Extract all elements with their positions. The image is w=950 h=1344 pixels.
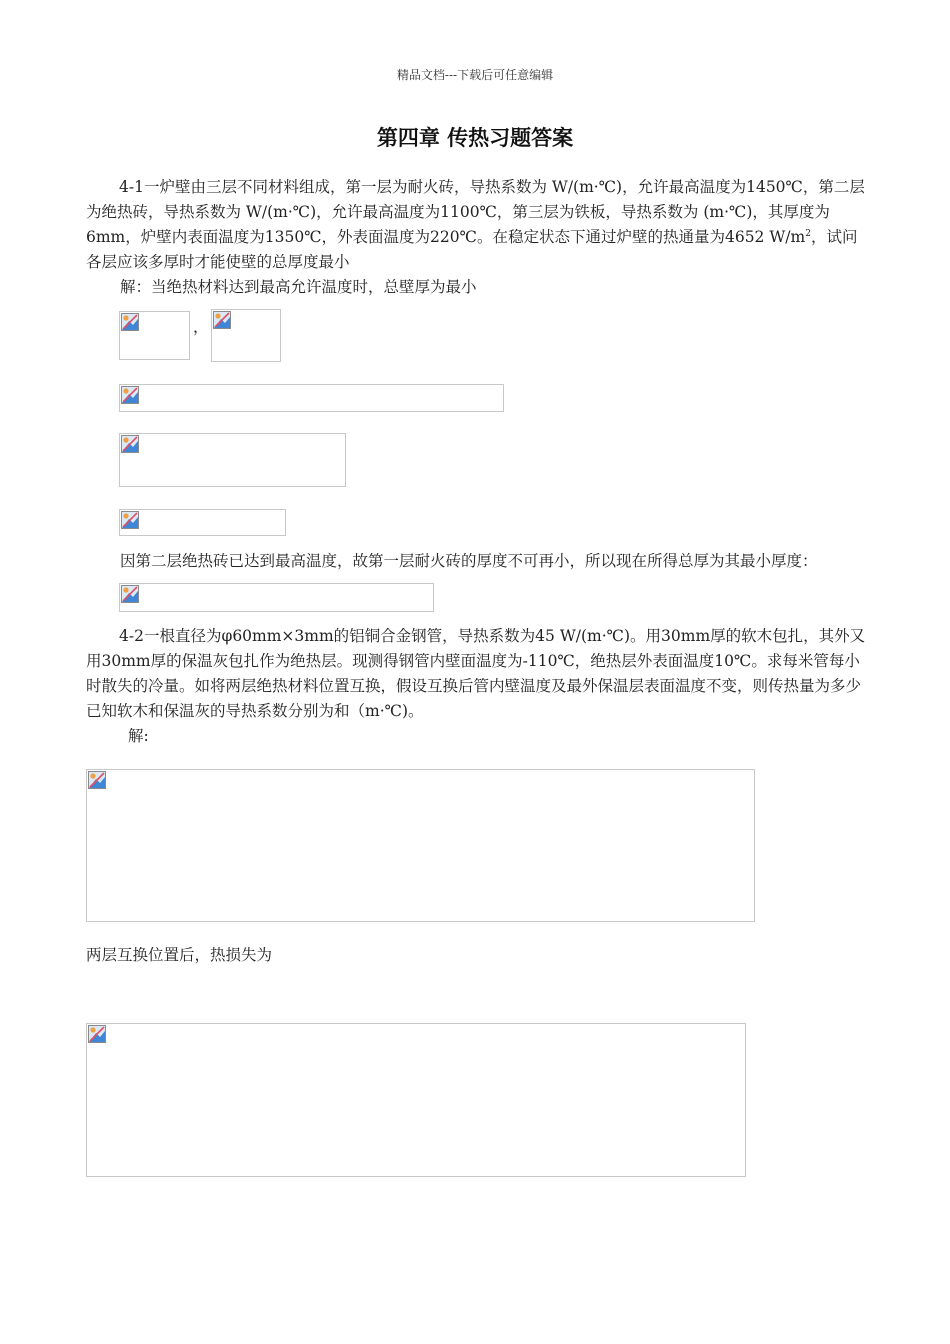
problem-4-1-solution: 解：当绝热材料达到最高允许温度时，总壁厚为最小 [120,278,477,296]
formula-image [119,509,286,536]
broken-image-icon [121,585,139,603]
problem-4-1-tail: ，试问各层应该多厚时才能使壁的总厚度最小 [86,228,858,271]
separator-comma: ， [193,318,209,336]
formula-image [86,769,755,922]
formula-image [119,384,504,412]
superscript-2: 2 [805,228,811,239]
broken-image-icon [88,1025,106,1043]
problem-4-2-solution: 解: [128,727,149,745]
formula-image [86,1023,746,1177]
swap-heat-loss-text: 两层互换位置后，热损失为 [86,946,273,964]
broken-image-icon [213,311,231,329]
page-header: 精品文档---下载后可任意编辑 [396,68,554,82]
formula-image [119,311,190,360]
problem-4-2-statement: 4-2一根直径为φ60mm×3mm的铝铜合金钢管，导热系数为45 W/(m·℃)。用30mm厚的软木包扎，其外又用30mm厚的保温灰包扎作为绝热层。现测得钢管内壁面温度为-110℃，绝热层外表面温度10℃。求每米管每小时散失的冷量。如将两层绝热材料位置互换，假设互换后管内壁温度及最外保温层表面温度不变，则传热量为多少已知软木和保温灰的导热系数分别为和（m·℃)。 [86,627,866,720]
broken-image-icon [121,435,139,453]
formula-image [119,433,346,487]
problem-4-1-statement [86,175,866,275]
page-title: 第四章 传热习题答案 [376,126,574,150]
broken-image-icon [121,386,139,404]
broken-image-icon [121,511,139,529]
formula-image [211,309,281,362]
broken-image-icon [121,313,139,331]
formula-image [119,583,434,612]
problem-4-1-text: 4-1一炉壁由三层不同材料组成，第一层为耐火砖，导热系数为 W/(m·℃)，允许最高温度为1450℃，第二层为绝热砖，导热系数为 W/(m·℃)，允许最高温度为1100℃，第三层为铁板，导热系数为 (m·℃)，其厚度为6mm，炉壁内表面温度为1350℃，外表面温度为220℃。在稳定状态下通过炉壁的热通量为4652 W/m [86,178,865,246]
broken-image-icon [88,771,106,789]
problem-4-1-conclusion: 因第二层绝热砖已达到最高温度，故第一层耐火砖的厚度不可再小，所以现在所得总厚为其最小厚度： [120,552,818,570]
